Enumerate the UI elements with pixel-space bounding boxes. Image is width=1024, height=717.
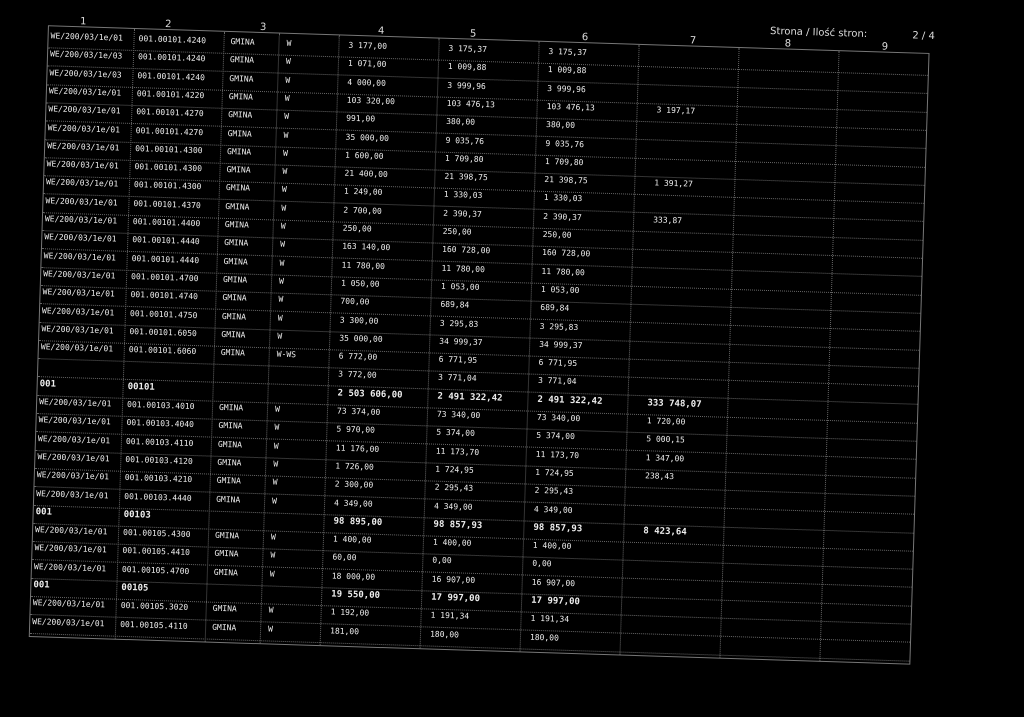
- account-id: WE/200/03/1e/01: [47, 122, 121, 135]
- plan-amount: 2 300,00: [334, 479, 374, 490]
- unit-cell: GMINA: [221, 311, 247, 322]
- type-cell: W: [272, 477, 278, 487]
- column-number-2: 2: [164, 18, 172, 31]
- plan-amount: 21 400,00: [344, 168, 388, 180]
- classification-code: 001.00103.4440: [124, 491, 192, 503]
- executed-amount: 380,00: [446, 117, 476, 127]
- column-number-5: 5: [469, 28, 477, 40]
- paid-amount: 21 398,75: [544, 175, 588, 186]
- plan-amount: 2 503 606,00: [337, 388, 403, 401]
- classification-code: 001.00101.4220: [136, 88, 205, 101]
- unit-cell: GMINA: [217, 439, 243, 450]
- unit-cell: GMINA: [225, 201, 250, 212]
- paid-amount: 3 999,96: [547, 83, 586, 94]
- type-cell: W: [270, 532, 276, 542]
- account-id: 001: [33, 580, 50, 591]
- account-id: WE/200/03/1e/01: [32, 598, 106, 610]
- paid-amount: 3 175,37: [548, 46, 588, 58]
- paid-amount: 1 724,95: [535, 467, 574, 478]
- paid-amount: 5 374,00: [536, 431, 575, 442]
- account-id: WE/200/03/1e/01: [37, 452, 110, 464]
- paid-amount: 380,00: [545, 120, 576, 131]
- column-number-9: 9: [881, 41, 889, 53]
- account-id: WE/200/03/1e/01: [41, 305, 115, 317]
- classification-code: 001.00101.4700: [130, 271, 199, 284]
- plan-amount: 11 176,00: [335, 443, 380, 454]
- account-id: WE/200/03/1e/03: [49, 67, 122, 80]
- classification-code: 001.00103.4120: [125, 454, 193, 466]
- paid-amount: 6 771,95: [538, 357, 578, 369]
- unit-cell: GMINA: [212, 622, 237, 633]
- paid-amount: 16 907,00: [531, 577, 576, 588]
- executed-amount: 1 009,88: [447, 62, 487, 73]
- unit-cell: GMINA: [218, 402, 244, 413]
- paid-amount: 1 053,00: [540, 284, 580, 295]
- account-id: WE/200/03/1e/01: [43, 250, 117, 263]
- plan-amount: 3 772,00: [338, 369, 377, 381]
- executed-amount: 9 035,76: [445, 135, 485, 146]
- type-cell: W: [282, 166, 288, 176]
- account-id: WE/200/03/1e/01: [47, 141, 120, 153]
- unit-cell: GMINA: [223, 256, 248, 267]
- paid-amount: 3 771,04: [537, 376, 577, 387]
- account-id: WE/200/03/1e/01: [38, 415, 111, 427]
- type-cell: W: [273, 459, 279, 469]
- type-cell: W: [281, 185, 287, 195]
- classification-code: 001.00101.4440: [131, 253, 200, 265]
- paid-amount: 250,00: [542, 229, 572, 240]
- unit-cell: GMINA: [221, 329, 246, 340]
- account-id: WE/200/03/1e/01: [33, 561, 107, 574]
- unit-cell: GMINA: [228, 110, 253, 120]
- paid-amount: 11 780,00: [541, 266, 585, 277]
- classification-code: 00101: [127, 381, 155, 393]
- classification-code: 001.00105.4110: [120, 619, 188, 631]
- unit-cell: GMINA: [218, 421, 243, 431]
- account-id: WE/200/03/1e/01: [36, 470, 110, 482]
- type-cell: W: [272, 496, 278, 506]
- plan-amount: 35 000,00: [339, 333, 383, 344]
- account-id: 001: [39, 378, 57, 390]
- type-cell: W: [268, 605, 274, 615]
- classification-code: 001.00101.6050: [129, 326, 197, 338]
- type-cell: W: [277, 331, 283, 341]
- classification-code: 001.00101.4400: [132, 217, 201, 229]
- paid-amount: 1 709,80: [544, 156, 584, 167]
- liability-amount: 5 000,15: [646, 434, 685, 445]
- executed-amount: 16 907,00: [431, 574, 476, 585]
- liability-amount: 3 197,17: [656, 105, 696, 116]
- plan-amount: 3 177,00: [348, 40, 388, 51]
- unit-cell: GMINA: [229, 73, 254, 84]
- account-id: WE/200/03/1e/03: [49, 49, 123, 61]
- unit-cell: GMINA: [214, 530, 240, 541]
- unit-cell: GMINA: [229, 55, 255, 66]
- unit-cell: GMINA: [228, 91, 254, 102]
- paid-amount: 1 400,00: [532, 540, 572, 552]
- unit-cell: GMINA: [230, 37, 255, 47]
- executed-amount: 4 349,00: [433, 501, 473, 512]
- paid-amount: 1 191,34: [530, 614, 570, 625]
- data-table: [29, 25, 930, 664]
- unit-cell: GMINA: [225, 183, 251, 194]
- paid-amount: 73 340,00: [536, 412, 581, 424]
- type-cell: W: [277, 313, 283, 323]
- page-indicator: [770, 26, 935, 42]
- executed-amount: 3 295,83: [439, 318, 479, 329]
- executed-amount: 1 330,03: [443, 190, 483, 201]
- executed-amount: 2 390,37: [443, 208, 482, 219]
- type-cell: W-WS: [276, 349, 297, 360]
- executed-amount: 1 191,34: [430, 610, 470, 622]
- executed-amount: 17 997,00: [431, 592, 481, 605]
- type-cell: W: [285, 75, 291, 85]
- paid-amount: 160 728,00: [541, 248, 591, 259]
- plan-amount: 1 726,00: [335, 461, 374, 472]
- executed-amount: 1 400,00: [432, 537, 472, 548]
- executed-amount: 250,00: [442, 226, 472, 237]
- liability-amount: 1 347,00: [645, 452, 685, 464]
- type-cell: W: [274, 422, 280, 433]
- account-id: WE/200/03/1e/01: [41, 324, 114, 336]
- classification-code: 001.00105.4700: [121, 564, 190, 576]
- column-number-1: 1: [79, 16, 87, 28]
- executed-amount: 11 173,70: [435, 446, 480, 457]
- paid-amount: 1 009,88: [547, 65, 587, 76]
- executed-amount: 11 780,00: [441, 263, 486, 274]
- plan-amount: 18 000,00: [331, 571, 376, 582]
- type-cell: W: [283, 130, 289, 140]
- plan-amount: 4 000,00: [347, 77, 386, 88]
- plan-amount: 73 374,00: [336, 406, 381, 417]
- plan-amount: 1 600,00: [344, 150, 384, 161]
- type-cell: W: [286, 38, 292, 48]
- column-number-7: 7: [689, 35, 697, 47]
- classification-code: 001.00101.4270: [135, 125, 204, 137]
- account-id: WE/200/03/1e/01: [46, 159, 119, 171]
- liability-amount: 8 423,64: [643, 526, 687, 538]
- column-number-6: 6: [581, 32, 589, 44]
- classification-code: 001.00101.4300: [134, 162, 203, 174]
- paid-amount: 1 330,03: [543, 193, 583, 204]
- classification-code: 001.00105.4410: [122, 546, 191, 558]
- classification-code: 00103: [123, 509, 151, 521]
- account-id: WE/200/03/1e/01: [34, 543, 107, 555]
- account-id: 001: [35, 506, 53, 518]
- plan-amount: 35 000,00: [345, 132, 390, 143]
- liability-amount: 333,87: [653, 215, 683, 225]
- column-number-3: 3: [259, 21, 267, 34]
- type-cell: W: [280, 239, 286, 250]
- classification-code: 001.00101.4300: [133, 180, 202, 192]
- executed-amount: 0,00: [432, 555, 452, 566]
- classification-code: 001.00103.4040: [126, 418, 195, 430]
- plan-amount: 60,00: [332, 552, 357, 563]
- plan-amount: 3 300,00: [339, 315, 379, 326]
- executed-amount: 180,00: [429, 629, 460, 640]
- plan-amount: 5 970,00: [336, 424, 376, 436]
- liability-amount: 1 391,27: [654, 178, 693, 189]
- column-number-8: 8: [784, 38, 792, 50]
- plan-amount: 181,00: [329, 626, 360, 636]
- executed-amount: 2 491 322,42: [437, 391, 503, 404]
- page-value: 2 / 4: [912, 30, 935, 43]
- plan-amount: 991,00: [346, 113, 376, 124]
- paid-amount: 2 390,37: [543, 211, 582, 222]
- paid-amount: 11 173,70: [535, 449, 580, 460]
- paid-amount: 2 491 322,42: [537, 394, 603, 407]
- paid-amount: 2 295,43: [534, 485, 574, 497]
- unit-cell: GMINA: [212, 604, 237, 614]
- account-id: WE/200/03/1e/01: [37, 433, 111, 446]
- plan-amount: 19 550,00: [331, 589, 381, 601]
- unit-cell: GMINA: [222, 274, 248, 285]
- classification-code: 001.00103.4010: [126, 399, 195, 412]
- account-id: WE/200/03/1e/01: [40, 342, 114, 354]
- unit-cell: GMINA: [227, 128, 252, 139]
- account-id: WE/200/03/1e/01: [42, 287, 115, 299]
- paid-amount: 9 035,76: [545, 138, 585, 149]
- column-number-4: 4: [377, 25, 385, 37]
- account-id: WE/200/03/1e/01: [36, 488, 109, 500]
- classification-code: 001.00101.4370: [133, 198, 201, 210]
- executed-amount: 1 709,80: [444, 153, 484, 164]
- unit-cell: GMINA: [220, 347, 246, 358]
- plan-amount: 6 772,00: [338, 351, 378, 362]
- unit-cell: GMINA: [216, 475, 241, 486]
- classification-code: 001.00101.4440: [132, 235, 200, 247]
- executed-amount: 5 374,00: [436, 427, 476, 439]
- unit-cell: GMINA: [226, 165, 251, 175]
- type-cell: W: [267, 624, 274, 634]
- paid-amount: 17 997,00: [530, 595, 581, 608]
- classification-code: 001.00103.4110: [125, 436, 194, 448]
- account-id: WE/200/03/1e/01: [50, 31, 123, 43]
- unit-cell: GMINA: [224, 238, 249, 248]
- executed-amount: 689,84: [440, 299, 470, 310]
- executed-amount: 3 999,96: [447, 80, 486, 91]
- liability-amount: 1 720,00: [646, 416, 686, 427]
- classification-code: 001.00101.4270: [136, 107, 204, 119]
- classification-code: 001.00101.6060: [128, 345, 197, 357]
- classification-code: 001.00105.4300: [122, 527, 191, 540]
- classification-code: 00105: [121, 582, 149, 594]
- account-id: WE/200/03/1e/01: [32, 616, 105, 628]
- plan-amount: 98 895,00: [333, 516, 383, 528]
- classification-code: 001.00101.4240: [137, 52, 206, 64]
- account-id: WE/200/03/1e/01: [48, 104, 121, 116]
- paid-amount: 180,00: [529, 632, 560, 643]
- account-id: WE/200/03/1e/01: [48, 86, 122, 98]
- plan-amount: 1 071,00: [347, 59, 387, 70]
- page-label: Strona / Ilość stron:: [769, 25, 868, 40]
- paid-amount: 98 857,93: [533, 522, 583, 535]
- paid-amount: 34 999,37: [539, 339, 583, 351]
- classification-code: 001.00101.4740: [130, 290, 199, 302]
- paid-amount: 103 476,13: [546, 101, 595, 113]
- plan-amount: 4 349,00: [333, 497, 373, 509]
- classification-code: 001.00101.4240: [137, 70, 205, 82]
- account-id: WE/200/03/1e/01: [43, 269, 116, 281]
- executed-amount: 2 295,43: [434, 482, 474, 494]
- account-id: WE/200/03/1e/01: [39, 397, 112, 409]
- type-cell: W: [282, 148, 289, 158]
- unit-cell: GMINA: [216, 494, 241, 505]
- type-cell: W: [284, 93, 290, 103]
- plan-amount: 700,00: [340, 296, 370, 307]
- executed-amount: 1 053,00: [440, 281, 480, 292]
- type-cell: W: [278, 276, 285, 286]
- paid-amount: 4 349,00: [533, 504, 573, 515]
- paid-amount: 689,84: [540, 303, 570, 313]
- account-id: WE/200/03/1e/01: [44, 214, 118, 226]
- executed-amount: 6 771,95: [438, 354, 478, 366]
- type-cell: W: [279, 258, 285, 268]
- executed-amount: 103 476,13: [446, 98, 496, 110]
- paid-amount: 3 295,83: [539, 321, 579, 332]
- plan-amount: 163 140,00: [342, 241, 391, 253]
- classification-code: 001.00101.4750: [129, 308, 198, 320]
- account-id: WE/200/03/1e/01: [45, 195, 118, 208]
- unit-cell: GMINA: [213, 567, 239, 578]
- plan-amount: 11 780,00: [341, 260, 386, 271]
- unit-cell: GMINA: [226, 146, 252, 157]
- type-cell: W: [280, 221, 286, 231]
- executed-amount: 3 771,04: [437, 373, 477, 384]
- unit-cell: GMINA: [217, 457, 242, 468]
- plan-amount: 2 700,00: [343, 205, 382, 216]
- classification-code: 001.00105.3020: [120, 601, 189, 613]
- liability-amount: 333 748,07: [647, 397, 702, 410]
- type-cell: W: [278, 294, 284, 304]
- executed-amount: 21 398,75: [444, 171, 488, 183]
- unit-cell: GMINA: [214, 549, 239, 559]
- executed-amount: 1 724,95: [435, 464, 474, 475]
- account-id: WE/200/03/1e/01: [45, 177, 119, 189]
- type-cell: W: [269, 569, 275, 579]
- type-cell: W: [284, 111, 290, 122]
- classification-code: 001.00101.4240: [138, 34, 207, 46]
- liability-amount: 238,43: [644, 471, 675, 482]
- plan-amount: 103 320,00: [346, 95, 396, 107]
- classification-code: 001.00103.4210: [124, 473, 193, 485]
- plan-amount: 1 249,00: [343, 187, 383, 198]
- type-cell: W: [274, 404, 280, 414]
- plan-amount: 250,00: [342, 223, 372, 234]
- plan-amount: 1 050,00: [340, 278, 380, 289]
- account-id: WE/200/03/1e/01: [34, 525, 108, 537]
- unit-cell: GMINA: [224, 219, 250, 230]
- type-cell: W: [270, 550, 276, 561]
- executed-amount: 160 728,00: [441, 245, 491, 256]
- plan-amount: 1 192,00: [330, 607, 370, 618]
- plan-amount: 1 400,00: [332, 534, 372, 545]
- executed-amount: 34 999,37: [439, 336, 483, 347]
- paid-amount: 0,00: [532, 559, 552, 569]
- type-cell: W: [273, 441, 279, 451]
- classification-code: 001.00101.4300: [135, 143, 203, 155]
- unit-cell: GMINA: [222, 293, 247, 303]
- account-id: WE/200/03/1e/01: [44, 232, 117, 244]
- type-cell: W: [285, 57, 291, 67]
- executed-amount: 73 340,00: [436, 409, 481, 421]
- executed-amount: 3 175,37: [448, 43, 488, 55]
- type-cell: W: [281, 203, 287, 213]
- executed-amount: 98 857,93: [433, 519, 483, 531]
